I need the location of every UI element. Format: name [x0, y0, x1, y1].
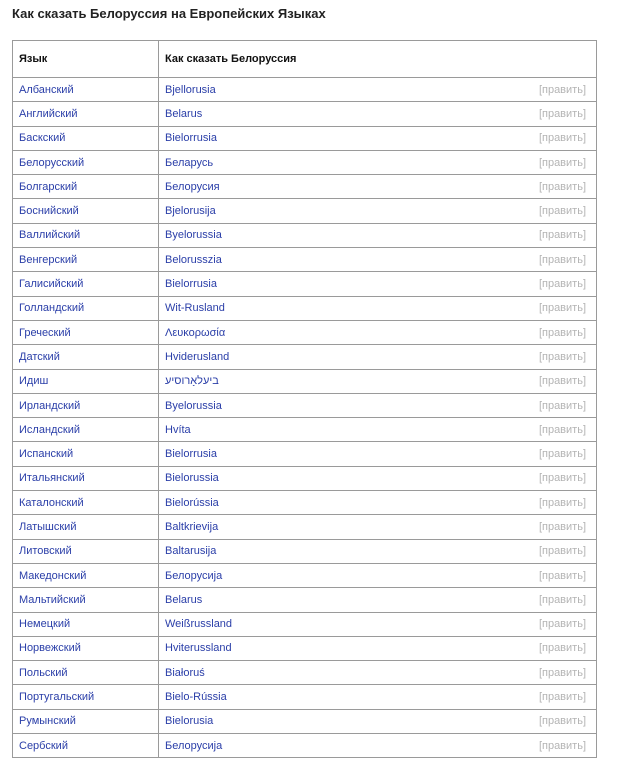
- edit-link[interactable]: [править]: [538, 448, 586, 461]
- translation-cell: [159, 223, 597, 247]
- language-cell: [13, 393, 159, 417]
- translation-cell: [159, 734, 597, 758]
- table-row: [13, 466, 597, 490]
- language-cell: [13, 588, 159, 612]
- language-link[interactable]: Латышский: [19, 520, 77, 533]
- language-cell: [13, 223, 159, 247]
- language-link[interactable]: Исландский: [19, 423, 81, 436]
- translation-cell: [159, 539, 597, 563]
- language-link[interactable]: Английский: [19, 107, 78, 120]
- language-cell: [13, 709, 159, 733]
- translation-cell: [159, 515, 597, 539]
- translation-link[interactable]: Белорусија: [165, 569, 223, 582]
- edit-link[interactable]: [править]: [538, 399, 586, 412]
- language-link[interactable]: Норвежский: [19, 642, 81, 655]
- language-link[interactable]: Датский: [19, 350, 60, 363]
- table-row: [13, 418, 597, 442]
- table-row: [13, 685, 597, 709]
- table-row: [13, 636, 597, 660]
- translation-cell: [159, 320, 597, 344]
- translation-cell: [159, 345, 597, 369]
- table-row: [13, 199, 597, 223]
- translation-cell: [159, 491, 597, 515]
- edit-link[interactable]: [править]: [538, 593, 586, 606]
- language-link[interactable]: Румынский: [19, 715, 76, 728]
- edit-link[interactable]: [править]: [538, 666, 586, 679]
- language-cell: [13, 320, 159, 344]
- translation-cell: [159, 248, 597, 272]
- table-row: [13, 369, 597, 393]
- language-cell: [13, 78, 159, 102]
- language-cell: [13, 685, 159, 709]
- page-title: Как сказать Белоруссия на Европейских Языках: [12, 6, 326, 21]
- language-cell: [13, 272, 159, 296]
- translation-link[interactable]: Belarus: [165, 593, 203, 606]
- translation-link[interactable]: Byelorussia: [165, 399, 222, 412]
- translation-link[interactable]: Bjelorusija: [165, 205, 216, 218]
- language-link[interactable]: Идиш: [19, 375, 49, 388]
- edit-link[interactable]: [править]: [538, 278, 586, 291]
- translation-cell: [159, 418, 597, 442]
- translation-cell: [159, 442, 597, 466]
- translation-cell: [159, 296, 597, 320]
- language-link[interactable]: Польский: [19, 666, 68, 679]
- edit-link[interactable]: [править]: [538, 423, 586, 436]
- language-link[interactable]: Литовский: [19, 545, 72, 558]
- edit-link[interactable]: [править]: [538, 642, 586, 655]
- edit-link[interactable]: [править]: [538, 545, 586, 558]
- translation-link[interactable]: Bielorrusia: [165, 278, 217, 291]
- language-cell: [13, 296, 159, 320]
- translation-link[interactable]: Hviderusland: [165, 350, 230, 363]
- translation-cell: [159, 466, 597, 490]
- edit-link[interactable]: [править]: [538, 132, 586, 145]
- language-cell: [13, 491, 159, 515]
- language-cell: [13, 175, 159, 199]
- translation-link[interactable]: Bielorusia: [165, 715, 214, 728]
- edit-link[interactable]: [править]: [538, 496, 586, 509]
- language-link[interactable]: Венгерский: [19, 253, 78, 266]
- translation-link[interactable]: Belorusszia: [165, 253, 222, 266]
- translation-link[interactable]: Беларусь: [165, 156, 214, 169]
- translation-link[interactable]: Białoruś: [165, 666, 205, 679]
- table-row: [13, 393, 597, 417]
- table-row: [13, 296, 597, 320]
- translation-cell: [159, 102, 597, 126]
- table-row: [13, 175, 597, 199]
- table-row: [13, 345, 597, 369]
- translation-link[interactable]: Belarus: [165, 107, 203, 120]
- table-row: [13, 150, 597, 174]
- language-cell: [13, 248, 159, 272]
- edit-link[interactable]: [править]: [538, 715, 586, 728]
- language-link[interactable]: Албанский: [19, 83, 74, 96]
- table-row: [13, 539, 597, 563]
- table-row: [13, 248, 597, 272]
- language-cell: [13, 466, 159, 490]
- table-row: [13, 588, 597, 612]
- translation-cell: [159, 150, 597, 174]
- translation-cell: [159, 272, 597, 296]
- translation-link[interactable]: Bielo-Rússia: [165, 691, 227, 704]
- translation-cell: [159, 199, 597, 223]
- edit-link[interactable]: [править]: [538, 156, 586, 169]
- translation-link[interactable]: Weißrussland: [165, 618, 233, 631]
- table-row: [13, 515, 597, 539]
- table-body: [13, 78, 597, 758]
- language-cell: [13, 442, 159, 466]
- table-row: [13, 709, 597, 733]
- header-translation: Как сказать Белоруссия: [159, 41, 597, 78]
- edit-link[interactable]: [править]: [538, 375, 586, 388]
- translation-cell: [159, 661, 597, 685]
- language-cell: [13, 345, 159, 369]
- translation-link[interactable]: Bielorrusia: [165, 448, 217, 461]
- translation-cell: [159, 685, 597, 709]
- table-row: [13, 78, 597, 102]
- language-link[interactable]: Португальский: [19, 691, 95, 704]
- language-cell: [13, 102, 159, 126]
- edit-link[interactable]: [править]: [538, 520, 586, 533]
- translation-link[interactable]: Bielorrusia: [165, 132, 217, 145]
- translation-cell: [159, 709, 597, 733]
- edit-link[interactable]: [править]: [538, 83, 586, 96]
- translation-link[interactable]: Λευκορωσία: [165, 326, 226, 339]
- language-cell: [13, 199, 159, 223]
- language-link[interactable]: Каталонский: [19, 496, 84, 509]
- language-link[interactable]: Баскский: [19, 132, 66, 145]
- language-link[interactable]: Македонский: [19, 569, 87, 582]
- language-link[interactable]: Болгарский: [19, 180, 78, 193]
- edit-link[interactable]: [править]: [538, 569, 586, 582]
- language-cell: [13, 734, 159, 758]
- translation-link[interactable]: Bielorussia: [165, 472, 219, 485]
- edit-link[interactable]: [править]: [538, 302, 586, 315]
- table-row: [13, 320, 597, 344]
- language-cell: [13, 418, 159, 442]
- table-header-row: [13, 41, 597, 78]
- translation-link[interactable]: Белорусия: [165, 180, 220, 193]
- table-row: [13, 223, 597, 247]
- translation-cell: [159, 126, 597, 150]
- translation-link[interactable]: Bjellorusia: [165, 83, 216, 96]
- language-link[interactable]: Мальтийский: [19, 593, 86, 606]
- translation-link[interactable]: Baltarusija: [165, 545, 217, 558]
- language-cell: [13, 661, 159, 685]
- edit-link[interactable]: [править]: [538, 350, 586, 363]
- table-row: [13, 612, 597, 636]
- translation-link[interactable]: Byelorussia: [165, 229, 222, 242]
- language-cell: [13, 636, 159, 660]
- edit-link[interactable]: [править]: [538, 253, 586, 266]
- translation-cell: [159, 175, 597, 199]
- language-link[interactable]: Боснийский: [19, 205, 79, 218]
- edit-link[interactable]: [править]: [538, 472, 586, 485]
- edit-link[interactable]: [править]: [538, 229, 586, 242]
- language-link[interactable]: Немецкий: [19, 618, 71, 631]
- language-link[interactable]: Испанский: [19, 448, 74, 461]
- edit-link[interactable]: [править]: [538, 691, 586, 704]
- translation-link[interactable]: Hviterussland: [165, 642, 232, 655]
- table-row: [13, 491, 597, 515]
- edit-link[interactable]: [править]: [538, 739, 586, 752]
- language-cell: [13, 150, 159, 174]
- translation-link[interactable]: ביעלאָרוסיע: [165, 375, 219, 388]
- language-link[interactable]: Ирландский: [19, 399, 81, 412]
- edit-link[interactable]: [править]: [538, 618, 586, 631]
- translation-cell: [159, 369, 597, 393]
- header-language: Язык: [13, 41, 159, 78]
- translation-link[interactable]: Белорусија: [165, 739, 223, 752]
- table-row: [13, 734, 597, 758]
- language-link[interactable]: Греческий: [19, 326, 71, 339]
- translation-link[interactable]: Wit-Rusland: [165, 302, 225, 315]
- translation-cell: [159, 563, 597, 587]
- edit-link[interactable]: [править]: [538, 326, 586, 339]
- translation-cell: [159, 612, 597, 636]
- translation-link[interactable]: Baltkrievija: [165, 520, 219, 533]
- edit-link[interactable]: [править]: [538, 180, 586, 193]
- language-link[interactable]: Сербский: [19, 739, 68, 752]
- language-link[interactable]: Галисийский: [19, 278, 84, 291]
- language-cell: [13, 369, 159, 393]
- edit-link[interactable]: [править]: [538, 107, 586, 120]
- table-row: [13, 102, 597, 126]
- translations-table: [12, 40, 597, 758]
- language-cell: [13, 515, 159, 539]
- language-link[interactable]: Валлийский: [19, 229, 81, 242]
- language-link[interactable]: Итальянский: [19, 472, 85, 485]
- translation-link[interactable]: Hvíta: [165, 423, 191, 436]
- language-cell: [13, 612, 159, 636]
- translation-cell: [159, 78, 597, 102]
- language-cell: [13, 563, 159, 587]
- language-cell: [13, 539, 159, 563]
- table-row: [13, 661, 597, 685]
- edit-link[interactable]: [править]: [538, 205, 586, 218]
- table-row: [13, 272, 597, 296]
- translation-link[interactable]: Bielorússia: [165, 496, 219, 509]
- table-row: [13, 563, 597, 587]
- table-row: [13, 126, 597, 150]
- language-link[interactable]: Голландский: [19, 302, 85, 315]
- translations-table-container: [12, 40, 596, 758]
- translation-cell: [159, 393, 597, 417]
- translation-cell: [159, 588, 597, 612]
- language-link[interactable]: Белорусский: [19, 156, 85, 169]
- table-row: [13, 442, 597, 466]
- language-cell: [13, 126, 159, 150]
- translation-cell: [159, 636, 597, 660]
